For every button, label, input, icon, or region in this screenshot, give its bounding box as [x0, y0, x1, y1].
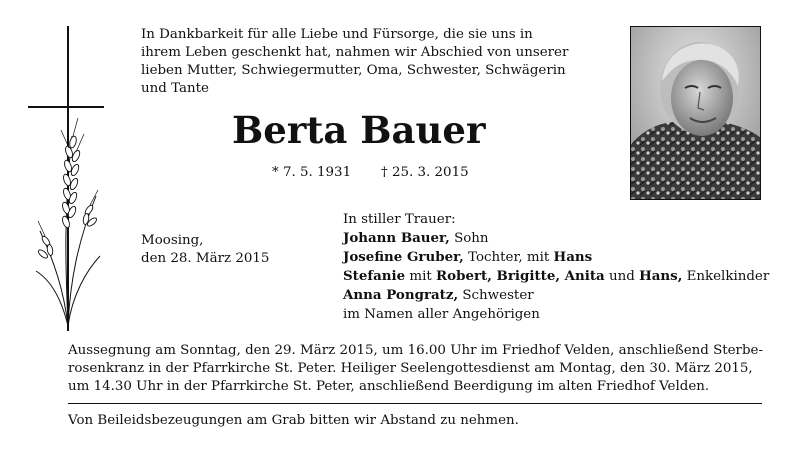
- mourner-relation: Tochter, mit: [463, 250, 554, 265]
- mourner-line: [343, 286, 769, 305]
- mourner-line: [343, 248, 769, 267]
- funeral-line: Aussegnung am Sonntag, den 29. März 2015, um 16.00 Uhr im Friedhof Velden, anschließend Sterbe-: [68, 343, 763, 358]
- mourner-name: Stefanie: [343, 268, 406, 284]
- intro-line: In Dankbarkeit für alle Liebe und Fürsorge, die sie uns in: [141, 27, 533, 42]
- birth-date: * 7. 5. 1931: [272, 165, 352, 180]
- mourner-line: [343, 267, 769, 286]
- mourner-name: Hans: [553, 249, 593, 265]
- intro-line: und Tante: [141, 81, 209, 96]
- mourner-line: im Namen aller Angehörigen: [343, 307, 540, 322]
- divider: [68, 403, 762, 404]
- funeral-line: rosenkranz in der Pfarrkirche St. Peter. Heiliger Seelengottesdienst am Montag, den 30. März 2015,: [68, 361, 753, 376]
- mourner-line: [343, 229, 769, 248]
- funeral-line: um 14.30 Uhr in der Pfarrkirche St. Peter, anschließend Beerdigung im alten Friedhof Velden.: [68, 379, 710, 394]
- cross-with-wheat-icon: [28, 26, 108, 336]
- intro-text: [141, 26, 591, 98]
- mourner-name: Johann Bauer,: [343, 230, 450, 246]
- funeral-details: [68, 342, 761, 396]
- mourner-relation: Enkelkinder: [682, 269, 770, 284]
- mourners-list: [343, 210, 769, 324]
- place-date: den 28. März 2015: [141, 251, 270, 266]
- place-city: Moosing,: [141, 233, 204, 248]
- death-date: † 25. 3. 2015: [381, 165, 469, 180]
- intro-line: ihrem Leben geschenkt hat, nahmen wir Abschied von unserer: [141, 45, 569, 60]
- mourner-name: Robert, Brigitte, Anita: [436, 268, 605, 284]
- mourner-text: und: [604, 269, 640, 284]
- intro-line: lieben Mutter, Schwiegermutter, Oma, Schwester, Schwägerin: [141, 63, 566, 78]
- mourner-relation: Sohn: [449, 231, 489, 246]
- mourner-name: Hans,: [639, 268, 683, 284]
- mourner-text: mit: [405, 269, 437, 284]
- closing-note: Von Beileidsbezeugungen am Grab bitten wir Abstand zu nehmen.: [68, 413, 519, 428]
- deceased-name: Berta Bauer: [232, 108, 486, 152]
- place-and-date: [141, 232, 269, 268]
- mourner-relation: Schwester: [458, 288, 534, 303]
- mourner-name: Josefine Gruber,: [343, 249, 464, 265]
- mourners-heading: In stiller Trauer:: [343, 212, 456, 227]
- mourner-name: Anna Pongratz,: [343, 287, 459, 303]
- portrait-photo: [630, 26, 761, 200]
